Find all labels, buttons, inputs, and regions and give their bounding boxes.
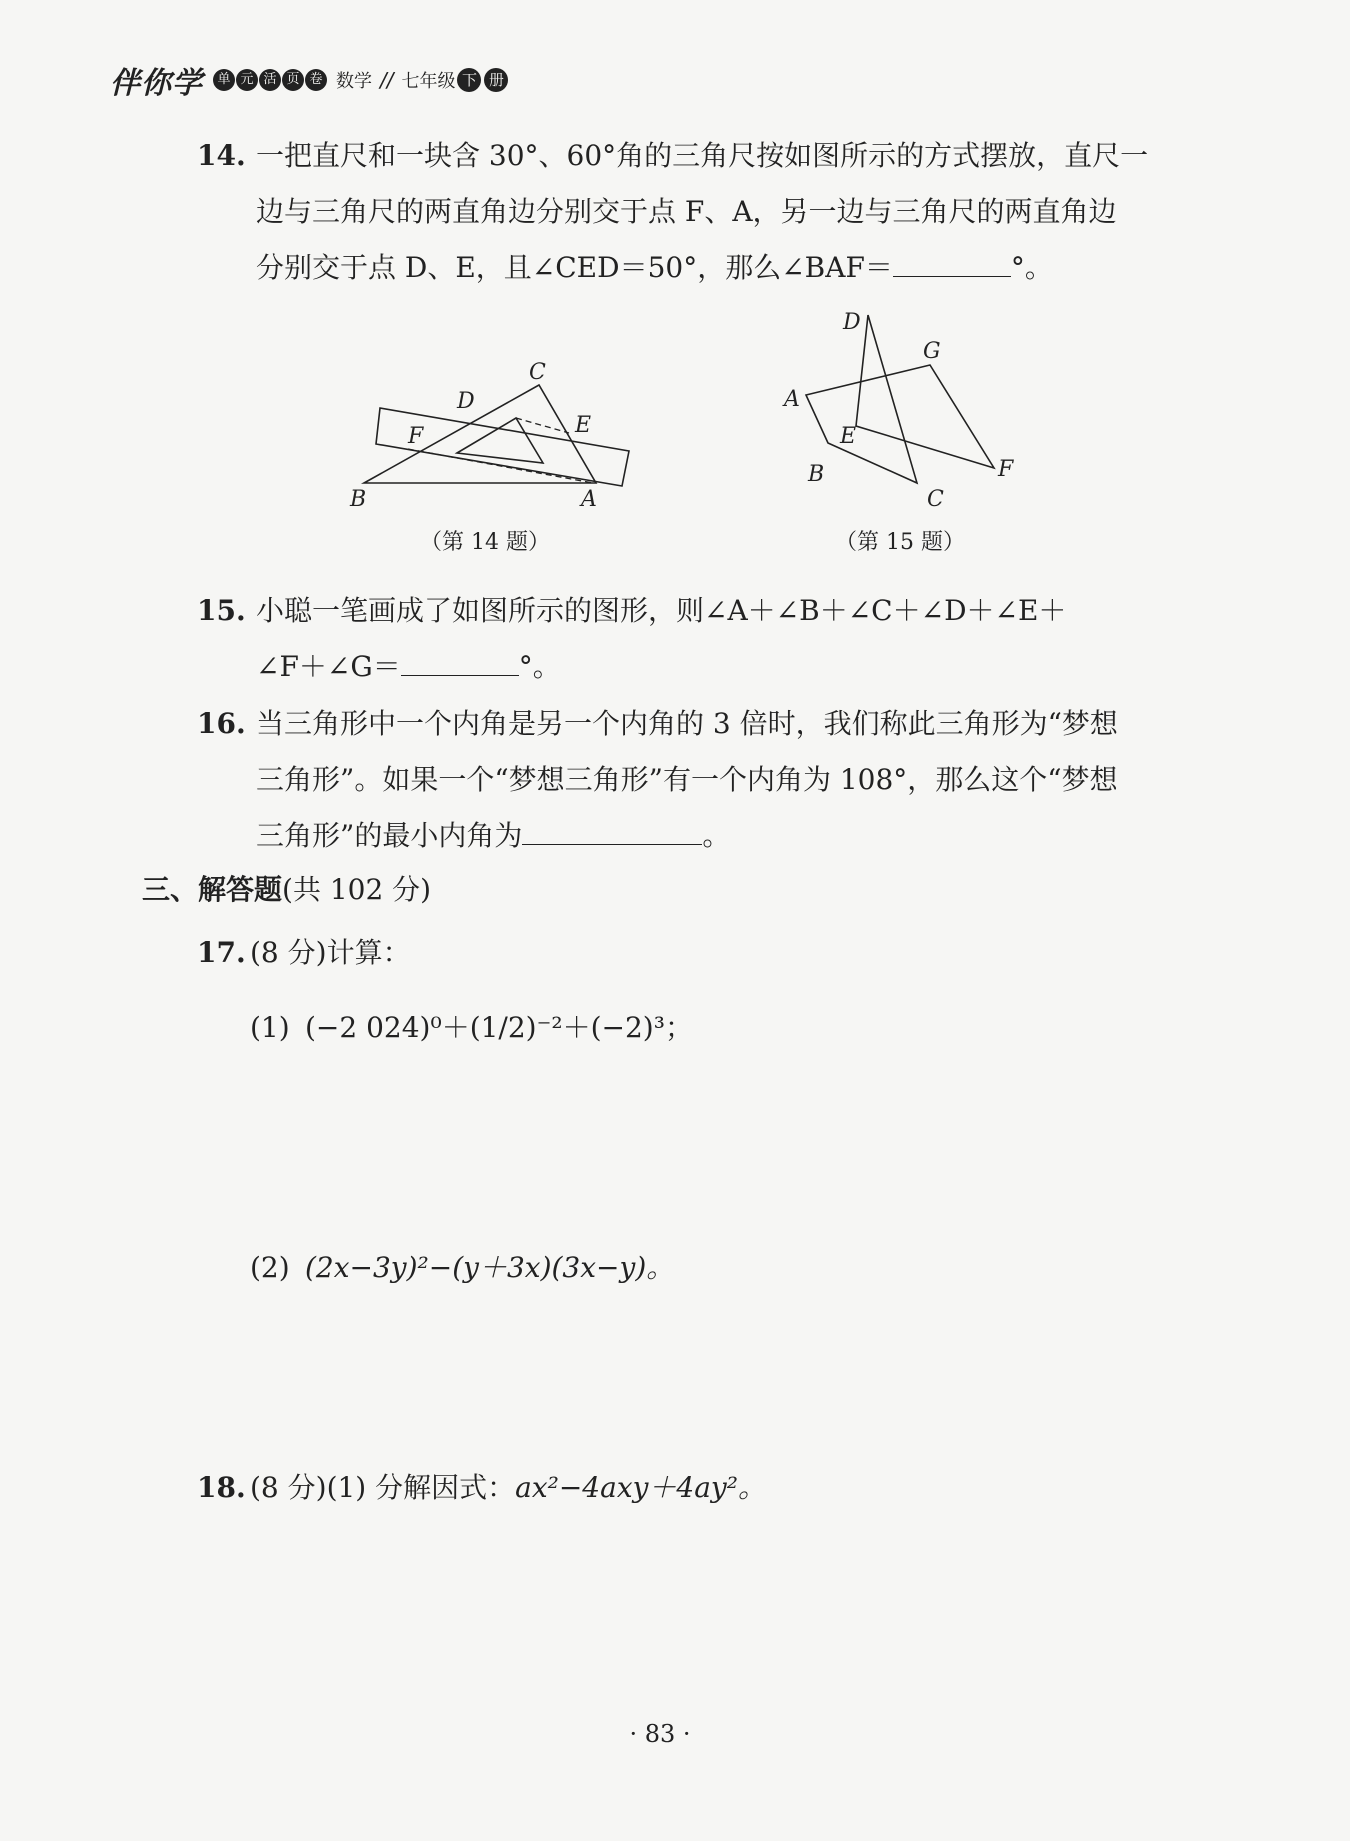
label-c: C — [529, 360, 546, 385]
page-number: · 83 · — [629, 1720, 691, 1748]
label-b: B — [350, 487, 367, 512]
question-number: 15. — [197, 594, 246, 627]
label-b: B — [808, 462, 825, 487]
series-char: 单 — [213, 69, 235, 91]
question-line — [256, 808, 730, 863]
subject: 数学 — [336, 71, 372, 92]
series-char: 卷 — [305, 69, 327, 91]
volume-char: 下 — [457, 68, 481, 92]
question-text: 三角形”的最小内角为 — [256, 819, 523, 852]
triangle-outer — [364, 385, 596, 483]
question-number: 18. — [197, 1471, 246, 1504]
question-title: (8 分)计算： — [250, 936, 411, 969]
question-line: 当三角形中一个内角是另一个内角的 3 倍时，我们称此三角形为“梦想 — [256, 707, 1118, 740]
question-text: 。 — [702, 819, 731, 852]
part-label: (1) — [250, 1011, 290, 1044]
question-text: °。 — [1010, 251, 1053, 284]
answer-blank[interactable] — [893, 246, 1011, 277]
question-line: 三角形”。如果一个“梦想三角形”有一个内角为 108°，那么这个“梦想 — [256, 763, 1118, 796]
header-separator: // — [380, 68, 394, 92]
label-d: D — [457, 389, 475, 414]
question-text: °。 — [518, 650, 561, 683]
question-line: 边与三角尺的两直角边分别交于点 F、A，另一边与三角尺的两直角边 — [256, 195, 1117, 228]
section-points: (共 102 分) — [282, 873, 432, 906]
section-title: 三、解答题 — [142, 873, 283, 906]
part-expression: (2x−3y)²−(y＋3x)(3x−y)。 — [305, 1251, 675, 1284]
section-heading — [142, 868, 431, 908]
question-text: 分别交于点 D、E，且∠CED＝50°，那么∠BAF＝ — [256, 251, 893, 284]
figure-15-caption: （第 15 题） — [835, 530, 965, 555]
question-expression: ax²−4axy＋4ay²。 — [515, 1471, 766, 1504]
question-line — [250, 1460, 766, 1515]
label-f: F — [998, 457, 1014, 482]
question-line — [256, 240, 1053, 295]
figure-14 — [340, 355, 660, 515]
series-char: 元 — [236, 69, 258, 91]
question-title: (8 分)(1) 分解因式： — [250, 1471, 516, 1504]
answer-blank[interactable] — [401, 645, 519, 676]
page-header — [110, 58, 509, 102]
label-f: F — [408, 424, 424, 449]
grade: 七年级 — [401, 71, 456, 92]
question-number: 17. — [197, 936, 246, 969]
question-number: 14. — [197, 139, 246, 172]
question-line: 小聪一笔画成了如图所示的图形，则∠A＋∠B＋∠C＋∠D＋∠E＋ — [256, 594, 1067, 627]
question-number: 16. — [197, 707, 246, 740]
part-expression: (−2 024)⁰＋(1/2)⁻²＋(−2)³； — [305, 1011, 693, 1044]
label-e: E — [840, 424, 857, 449]
question-text: ∠F＋∠G＝ — [256, 650, 401, 683]
part-label: (2) — [250, 1251, 290, 1284]
label-d: D — [843, 310, 861, 335]
series-char: 页 — [282, 69, 304, 91]
brand-title: 伴你学 — [110, 66, 203, 101]
series-char: 活 — [259, 69, 281, 91]
one-stroke-path — [806, 315, 994, 483]
label-e: E — [575, 413, 592, 438]
figure-14-caption: （第 14 题） — [420, 530, 550, 555]
figure-15 — [770, 305, 1040, 515]
label-a: A — [581, 487, 597, 512]
volume-char: 册 — [484, 68, 508, 92]
label-g: G — [923, 339, 941, 364]
question-line — [256, 639, 561, 694]
question-line: 一把直尺和一块含 30°、60°角的三角尺按如图所示的方式摆放，直尺一 — [256, 139, 1149, 172]
triangle-inner — [457, 418, 543, 463]
label-c: C — [927, 487, 944, 512]
series-badge — [213, 69, 328, 91]
label-a: A — [784, 387, 800, 412]
answer-blank[interactable] — [522, 814, 702, 845]
